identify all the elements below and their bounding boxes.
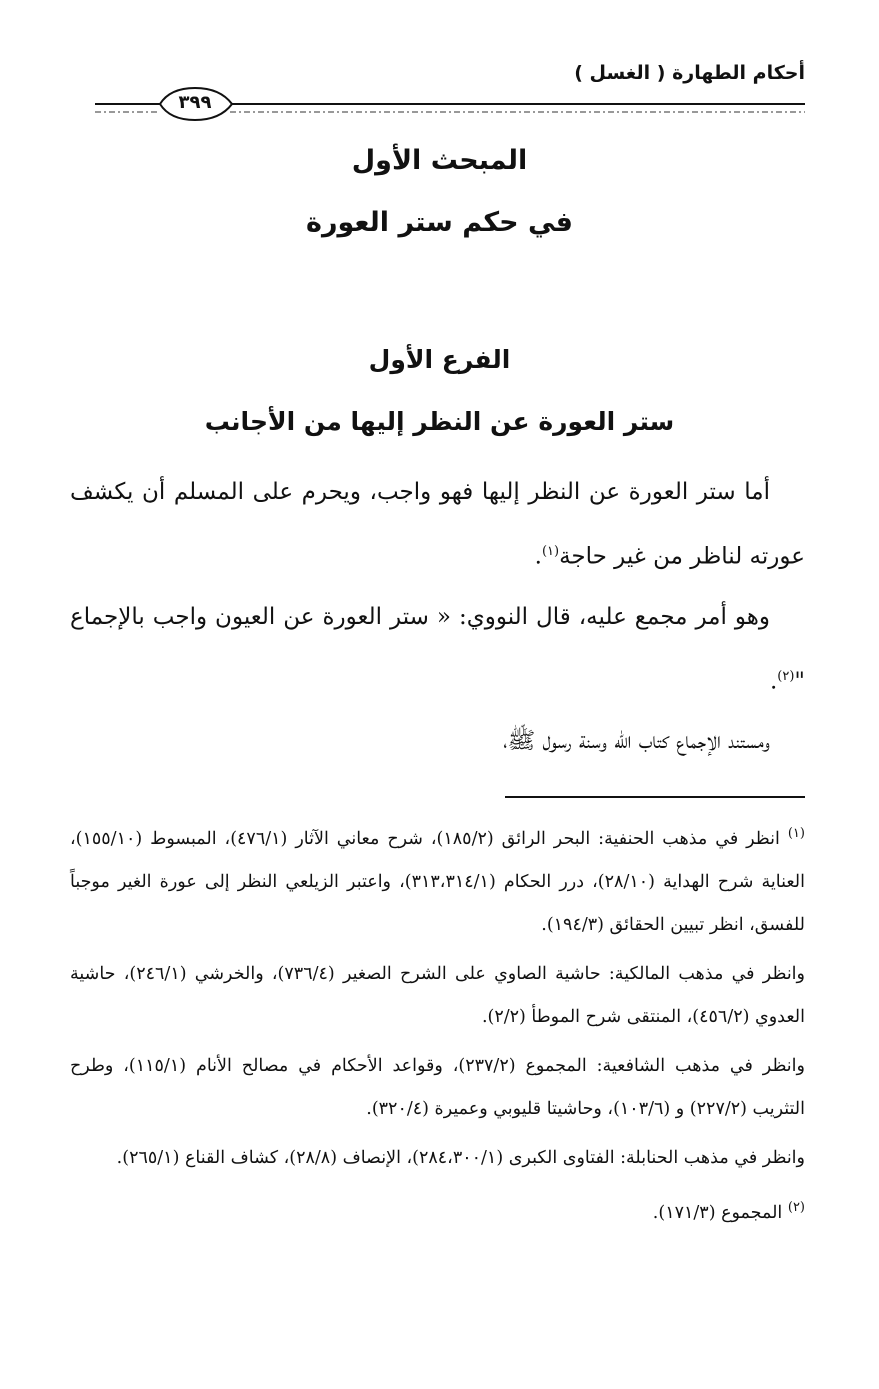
footnote-2-text: المجموع (١٧١/٣). [652,1202,788,1223]
section-heading: المبحث الأول [351,145,528,176]
branch-heading: الفرع الأول [368,345,511,374]
paragraph-2-text: وهو أمر مجمع عليه، قال النووي: « ستر العورة عن العيون واجب بالإجماع " [70,603,805,695]
running-header-title: أحكام الطهارة ( الغسل ) [574,62,805,84]
footnote-ref-2: (٢) [777,668,795,684]
footnote-1-maliki: وانظر في مذهب المالكية: حاشية الصاوي على الشرح الصغير (٧٣٦/٤)، والخرشي (٢٤٦/١)، حاشية العدوي (٤٥٦/٢)، المنتقى شرح الموطأ (٢/٢). [70,963,806,1027]
footnotes [70,812,805,1241]
main-text [70,462,805,771]
header-rule-ornament [0,0,879,140]
footnote-ref-1: (١) [541,544,560,559]
footnote-2-mark: (٢) [787,1199,805,1215]
paragraph-2-end: . [769,668,778,695]
footnote-1-shafii: وانظر في مذهب الشافعية: المجموع (٢٣٧/٢)، وقواعد الأحكام في مصالح الأنام (١١٥/١)، وطرح التثريب (٢٢٧/٢) و (١٠٣/٦)، وحاشيتا قليوبي وعميرة (٣٢٠/٤). [70,1055,805,1119]
paragraph-1-end: . [534,543,542,570]
page-number: ٣٩٩ [178,91,212,113]
footnote-1-text: انظر في مذهب الحنفية: البحر الرائق (١٨٥/٢)، شرح معاني الآثار (٤٧٦/١)، المبسوط (١٥٥/١٠)، العناية شرح الهداية (٢٨/١٠)، درر الحكام (٣١٣،٣١٤/١)، واعتبر الزيلعي النظر إلى عورة الغير موجباً للفسق، انظر تبيين الحقائق (١٩٤/٣). [70,828,806,935]
section-subject-heading: في حكم ستر العورة [306,207,573,238]
footnote-1-hanbali: وانظر في مذهب الحنابلة: الفتاوى الكبرى (٢٨٤،٣٠٠/١)، الإنصاف (٢٨/٨)، كشاف القناع (٢٦٥/١). [116,1147,805,1168]
paragraph-1-text: أما ستر العورة عن النظر إليها فهو واجب، ويحرم على المسلم أن يكشف عورته لناظر من غير حاجة [70,479,805,570]
footnote-separator [505,796,805,798]
paragraph-3: ومستند الإجماع كتاب الله وسنة رسول ﷺ، [503,728,770,755]
footnote-2 [70,1186,805,1235]
footnote-1-mark: (١) [787,826,805,841]
footnote-1 [70,812,805,947]
paragraph-2 [70,587,805,712]
paragraph-1 [70,462,805,587]
branch-subject-heading: ستر العورة عن النظر إليها من الأجانب [204,407,675,436]
